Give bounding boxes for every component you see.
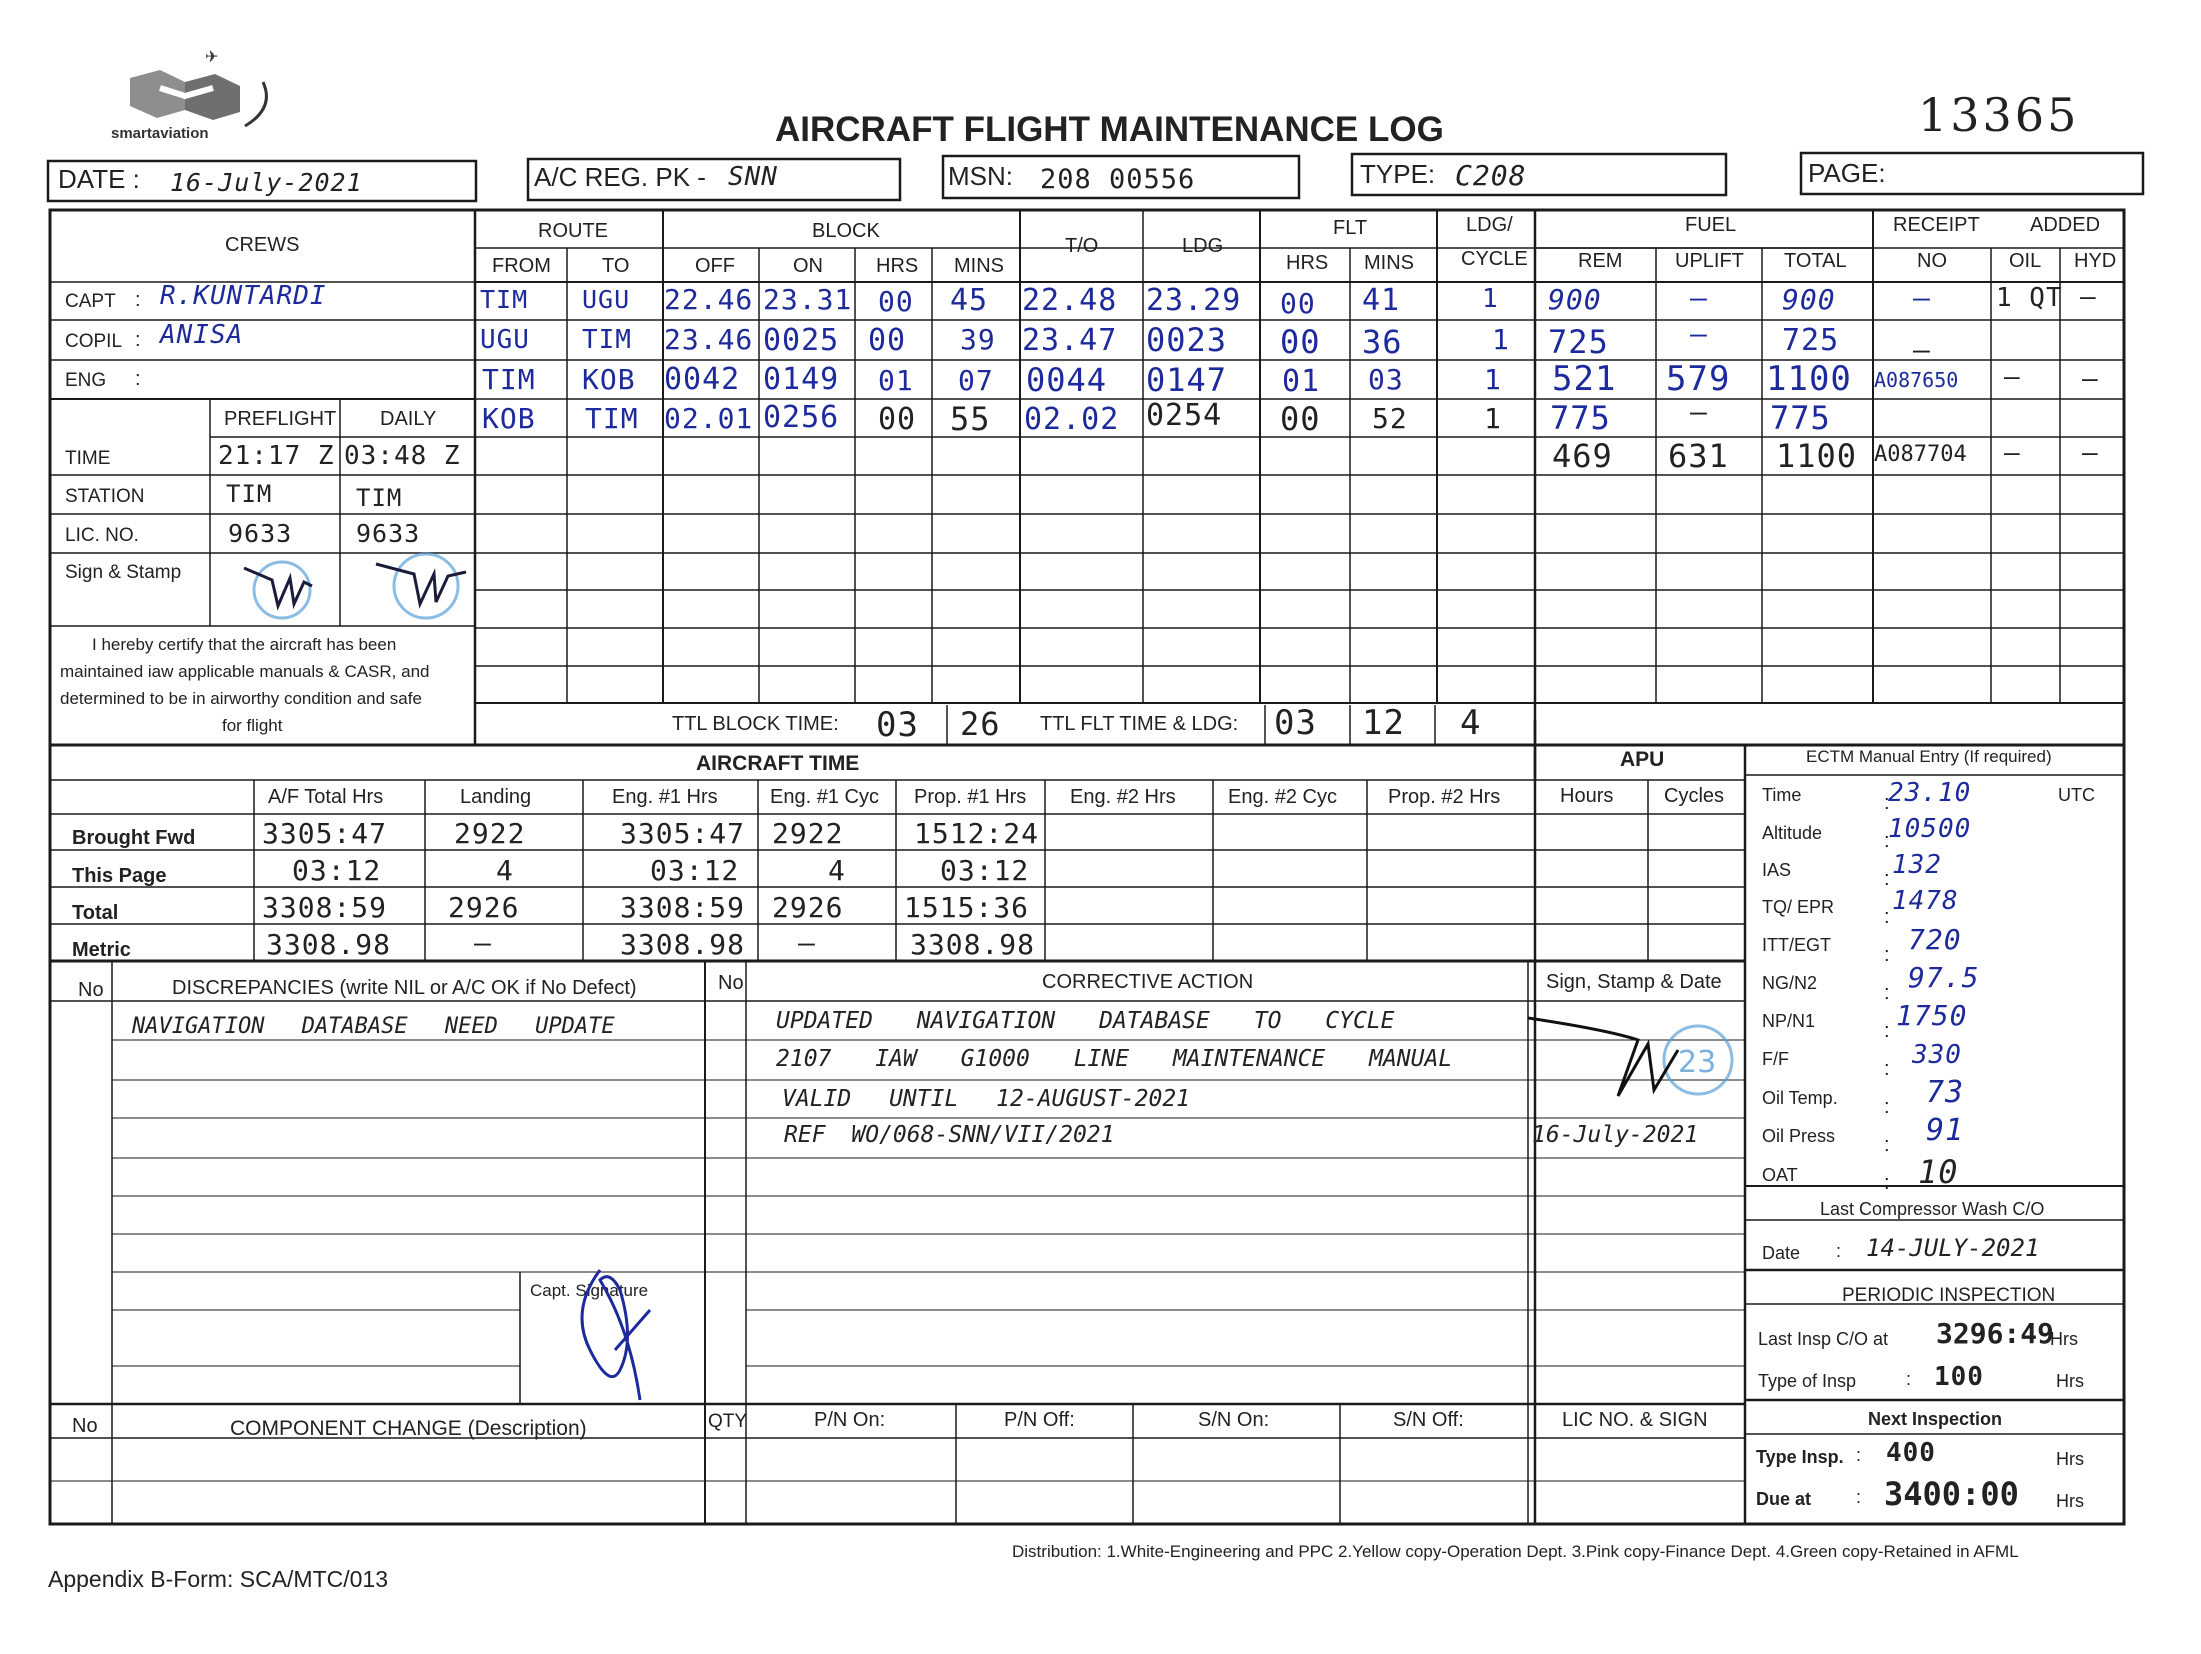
h-flt: FLT — [1333, 217, 1368, 239]
crews-title: CREWS — [225, 234, 300, 256]
due-at-colon: : — [1856, 1487, 1862, 1507]
disc-title: DISCREPANCIES (write NIL or A/C OK if No Defect) — [172, 977, 637, 999]
station-preflight[interactable]: TIM — [226, 480, 273, 508]
due-at-label: Due at — [1756, 1489, 1812, 1509]
company-logo — [105, 48, 285, 156]
flight-row-3-flt-mins[interactable]: 03 — [1368, 363, 1404, 396]
brought-fwd-eng1c[interactable]: 2922 — [772, 817, 844, 850]
col-eng2-cyc: Eng. #2 Cyc — [1228, 786, 1337, 808]
flight-row-1-rem[interactable]: 900 — [1548, 283, 1602, 316]
flight-row-2-to[interactable]: TIM — [582, 325, 632, 355]
comp-sn-on: S/N On: — [1198, 1409, 1270, 1431]
flight-row-2-rem[interactable]: 725 — [1548, 323, 1609, 361]
flight-row-3-receipt[interactable]: A087650 — [1874, 368, 1959, 392]
eng-colon: : — [135, 368, 141, 390]
ectm-oat-value[interactable]: 10 — [1918, 1153, 1959, 1191]
daily-stamp-signature — [370, 548, 474, 622]
ectm-colons: : : : : : : : : : : : — [1884, 792, 1890, 1194]
h-to-station: TO — [602, 255, 630, 277]
total-landing[interactable]: 2926 — [448, 891, 520, 924]
date-label: DATE : — [58, 164, 140, 194]
flight-row-3-cycle[interactable]: 1 — [1484, 363, 1502, 396]
lic-label: LIC. NO. — [65, 525, 139, 546]
station-daily[interactable]: TIM — [356, 484, 403, 512]
h-ldg-cycle-1: LDG/ — [1466, 214, 1513, 236]
this-page-eng1h[interactable]: 03:12 — [650, 854, 740, 887]
corr-title: CORRECTIVE ACTION — [1042, 971, 1254, 993]
ectm-ng-value[interactable]: 97.5 — [1908, 961, 1980, 994]
flight-row-2-hrs[interactable]: 00 — [868, 323, 907, 358]
flight-row-1-uplift[interactable]: — — [1690, 281, 1708, 314]
ectm-np-label: NP/N1 — [1762, 1011, 1816, 1031]
certify-line-1: I hereby certify that the aircraft has been — [92, 635, 397, 654]
flight-row-3-oil[interactable]: — — [2004, 362, 2021, 392]
flight-row-1-oil[interactable]: 1 QT — [1996, 283, 2063, 313]
last-insp-label: Last Insp C/O at — [1758, 1329, 1889, 1349]
comp-no-label: No — [72, 1415, 98, 1437]
aircraft-time-title: AIRCRAFT TIME — [696, 752, 860, 775]
h-receipt-no: NO — [1917, 250, 1947, 272]
page-title: AIRCRAFT FLIGHT MAINTENANCE LOG — [775, 110, 1444, 149]
ectm-ff-label: F/F — [1762, 1049, 1789, 1069]
ectm-itt-label: ITT/EGT — [1762, 935, 1831, 955]
col-prop1-hrs: Prop. #1 Hrs — [914, 786, 1027, 808]
row-total-label: Total — [72, 902, 119, 924]
ectm-oat-label: OAT — [1762, 1165, 1798, 1185]
brought-fwd-prop1[interactable]: 1512:24 — [914, 817, 1040, 850]
ectm-oil-temp-label: Oil Temp. — [1762, 1088, 1838, 1108]
brought-fwd-af[interactable]: 3305:47 — [262, 817, 388, 850]
flight-row-1-on[interactable]: 23.31 — [763, 283, 853, 316]
ectm-time-label: Time — [1762, 785, 1802, 805]
due-at-unit: Hrs — [2056, 1491, 2084, 1511]
ttl-block-mins[interactable]: 26 — [960, 705, 1001, 743]
daily-label: DAILY — [380, 408, 437, 430]
flight-row-3-flt-hrs[interactable]: 01 — [1282, 364, 1321, 399]
time-daily[interactable]: 03:48 Z — [344, 441, 461, 471]
ectm-ias-label: IAS — [1762, 860, 1792, 880]
svg-text:23: 23 — [1678, 1045, 1717, 1080]
flight-row-2-mins[interactable]: 39 — [960, 323, 996, 356]
due-at-value[interactable]: 3400:00 — [1884, 1475, 2019, 1513]
type-label: TYPE: — [1360, 159, 1436, 189]
compressor-title: Last Compressor Wash C/O — [1820, 1199, 2045, 1219]
h-on: ON — [793, 255, 823, 277]
metric-prop1[interactable]: 3308.98 — [910, 928, 1036, 961]
capt-colon: : — [135, 289, 141, 311]
disc-text[interactable]: NAVIGATION DATABASE NEED UPDATE — [132, 1014, 615, 1039]
logo-text: smartaviation — [111, 125, 209, 142]
h-route: ROUTE — [538, 220, 608, 242]
flight-row-2-landing[interactable]: 0023 — [1146, 321, 1228, 359]
h-oil: OIL — [2009, 250, 2042, 272]
comp-qty: QTY — [708, 1411, 748, 1432]
certify-line-3: determined to be in airworthy condition and safe — [60, 689, 422, 708]
copil-name[interactable]: ANISA — [160, 320, 244, 350]
h-uplift: UPLIFT — [1675, 250, 1744, 272]
apu-title: APU — [1620, 748, 1665, 771]
metric-eng1c[interactable]: — — [798, 926, 816, 959]
preflight-label: PREFLIGHT — [224, 408, 337, 430]
h-fuel: FUEL — [1685, 214, 1737, 236]
flight-row-1-hrs[interactable]: 00 — [878, 285, 914, 318]
msn-label: MSN: — [948, 161, 1013, 191]
h-block-mins: MINS — [954, 255, 1004, 277]
corr-line-3[interactable]: VALID UNTIL 12-AUGUST-2021 — [782, 1086, 1191, 1112]
disc-no-label: No — [78, 979, 104, 1001]
h-off: OFF — [695, 255, 735, 277]
lic-preflight[interactable]: 9633 — [228, 519, 293, 548]
flight-row-1-mins[interactable]: 45 — [950, 283, 989, 318]
flight-row-4-to[interactable]: TIM — [585, 402, 639, 435]
ectm-ias-value[interactable]: 132 — [1892, 850, 1942, 880]
col-eng1-cyc: Eng. #1 Cyc — [770, 786, 879, 808]
capt-name[interactable]: R.KUNTARDI — [160, 281, 327, 311]
flight-row-5-rem[interactable]: 469 — [1552, 437, 1613, 475]
certify-line-2: maintained iaw applicable manuals & CASR, and — [60, 662, 430, 681]
flight-row-1-hyd[interactable]: — — [2080, 282, 2097, 312]
corrective-stamp-signature — [1528, 1010, 1738, 1110]
ttl-flt-mins[interactable]: 12 — [1362, 703, 1405, 743]
h-flt-mins: MINS — [1364, 252, 1414, 274]
flight-row-4-total[interactable]: 775 — [1770, 399, 1831, 437]
ttl-flt-label: TTL FLT TIME & LDG: — [1040, 713, 1239, 735]
col-prop2-hrs: Prop. #2 Hrs — [1388, 786, 1501, 808]
flight-row-2-uplift[interactable]: — — [1690, 317, 1708, 350]
flight-row-3-mins[interactable]: 07 — [958, 364, 994, 397]
periodic-title: PERIODIC INSPECTION — [1842, 1285, 2056, 1306]
total-prop1[interactable]: 1515:36 — [904, 891, 1030, 924]
h-block: BLOCK — [812, 220, 880, 242]
ectm-altitude-value[interactable]: 10500 — [1888, 814, 1972, 844]
flight-row-1-off[interactable]: 22.46 — [664, 283, 754, 316]
sign-stamp-label: Sign & Stamp — [65, 562, 182, 583]
apu-cycles-label: Cycles — [1664, 785, 1725, 807]
ectm-oil-press-label: Oil Press — [1762, 1126, 1836, 1146]
flight-row-2-from[interactable]: UGU — [480, 325, 530, 355]
ectm-oil-press-value[interactable]: 91 — [1926, 1113, 1965, 1148]
flight-row-4-takeoff[interactable]: 02.02 — [1024, 402, 1120, 437]
col-landing: Landing — [460, 786, 532, 808]
appendix-label: Appendix B-Form: SCA/MTC/013 — [48, 1566, 389, 1592]
ectm-altitude-label: Altitude — [1762, 823, 1823, 843]
flight-row-1-landing[interactable]: 23.29 — [1146, 283, 1242, 318]
certify-line-4: for flight — [222, 716, 283, 735]
this-page-eng1c[interactable]: 4 — [828, 854, 846, 887]
total-eng1h[interactable]: 3308:59 — [620, 891, 746, 924]
flight-row-3-to[interactable]: KOB — [582, 363, 636, 396]
eng-label: ENG — [65, 370, 107, 391]
ttl-flt-hrs[interactable]: 03 — [1274, 703, 1317, 743]
flight-row-3-on[interactable]: 0149 — [763, 362, 840, 397]
flight-row-2-flt-mins[interactable]: 36 — [1362, 323, 1403, 361]
col-eng2-hrs: Eng. #2 Hrs — [1070, 786, 1176, 808]
total-eng1c[interactable]: 2926 — [772, 891, 844, 924]
total-af[interactable]: 3308:59 — [262, 891, 388, 924]
col-af-total: A/F Total Hrs — [268, 786, 384, 808]
reg-label: A/C REG. PK - — [534, 162, 706, 192]
ttl-block-hrs[interactable]: 03 — [876, 705, 919, 745]
corr-no-label: No — [718, 972, 744, 994]
h-landing: LDG — [1182, 235, 1224, 257]
h-from: FROM — [492, 255, 551, 277]
this-page-prop1[interactable]: 03:12 — [940, 854, 1030, 887]
compressor-date-label: Date — [1762, 1243, 1801, 1263]
comp-pn-off: P/N Off: — [1004, 1409, 1075, 1431]
flight-row-5-oil[interactable]: — — [2004, 438, 2021, 468]
comp-sn-off: S/N Off: — [1393, 1409, 1464, 1431]
date-value[interactable]: 16-July-2021 — [170, 168, 363, 197]
flight-row-1-receipt[interactable]: — — [1913, 281, 1931, 314]
compressor-date-colon: : — [1836, 1241, 1842, 1261]
distribution-note: Distribution: 1.White-Engineering and PPC 2.Yellow copy-Operation Dept. 3.Pink copy-Finance Dept. 4.Green copy-Retained in AFML — [1012, 1542, 2019, 1561]
time-preflight[interactable]: 21:17 Z — [218, 441, 335, 471]
flight-row-3-hyd[interactable]: — — [2082, 364, 2099, 394]
flight-row-3-from[interactable]: TIM — [482, 363, 536, 396]
flight-row-4-on[interactable]: 0256 — [763, 400, 840, 435]
comp-pn-on: P/N On: — [814, 1409, 886, 1431]
ectm-time-unit: UTC — [2058, 785, 2095, 805]
flight-row-3-total[interactable]: 1100 — [1766, 359, 1852, 399]
h-total: TOTAL — [1784, 250, 1847, 272]
next-type-colon: : — [1856, 1445, 1862, 1465]
flight-row-2-off[interactable]: 23.46 — [664, 323, 754, 356]
ectm-ff-value[interactable]: 330 — [1912, 1040, 1962, 1070]
flight-row-5-receipt[interactable]: A087704 — [1874, 442, 1967, 467]
station-label: STATION — [65, 486, 145, 507]
corr-sign-date[interactable]: 16-July-2021 — [1532, 1122, 1699, 1148]
flight-row-2-total[interactable]: 725 — [1782, 323, 1840, 358]
flight-row-1-flt-mins[interactable]: 41 — [1362, 283, 1401, 318]
apu-hours-label: Hours — [1560, 785, 1614, 807]
flight-row-1-to[interactable]: UGU — [582, 285, 631, 314]
corr-sign-title: Sign, Stamp & Date — [1546, 971, 1722, 993]
flight-row-2-receipt[interactable]: — — [1913, 333, 1931, 366]
flight-row-4-hrs[interactable]: 00 — [878, 402, 917, 437]
ectm-np-value[interactable]: 1750 — [1896, 999, 1968, 1032]
flight-row-4-uplift[interactable]: — — [1690, 395, 1708, 428]
flight-row-4-flt-mins[interactable]: 52 — [1372, 402, 1408, 435]
flight-row-2-on[interactable]: 0025 — [763, 323, 840, 358]
metric-landing[interactable]: — — [474, 926, 492, 959]
corr-line-1[interactable]: UPDATED NAVIGATION DATABASE TO CYCLE — [776, 1008, 1395, 1034]
row-brought-fwd-label: Brought Fwd — [72, 827, 196, 849]
flight-row-4-mins[interactable]: 55 — [950, 400, 991, 438]
row-metric-label: Metric — [72, 939, 131, 961]
ttl-boxes — [855, 705, 1475, 750]
flight-row-4-landing[interactable]: 0254 — [1146, 398, 1223, 433]
last-insp-unit: Hrs — [2050, 1329, 2078, 1349]
ectm-itt-value[interactable]: 720 — [1908, 923, 1962, 956]
flight-row-3-uplift[interactable]: 579 — [1666, 359, 1731, 399]
ectm-ng-label: NG/N2 — [1762, 973, 1818, 993]
compressor-date-value[interactable]: 14-JULY-2021 — [1866, 1234, 2040, 1262]
copil-label: COPIL — [65, 331, 123, 352]
flight-row-4-off[interactable]: 02.01 — [664, 402, 754, 435]
flight-row-4-from[interactable]: KOB — [482, 402, 536, 435]
ectm-time-value[interactable]: 23.10 — [1888, 778, 1972, 808]
flight-row-4-rem[interactable]: 775 — [1550, 399, 1611, 437]
h-added: ADDED — [2030, 214, 2101, 236]
h-block-hrs: HRS — [876, 255, 919, 277]
flight-row-1-takeoff[interactable]: 22.48 — [1022, 283, 1118, 318]
row-this-page-label: This Page — [72, 865, 167, 887]
brought-fwd-landing[interactable]: 2922 — [454, 817, 526, 850]
flight-row-3-off[interactable]: 0042 — [664, 362, 741, 397]
serial-number: 13365 — [1918, 88, 2080, 142]
h-rem: REM — [1578, 250, 1623, 272]
type-insp-colon: : — [1906, 1369, 1912, 1389]
flight-row-2-cycle[interactable]: 1 — [1492, 323, 1510, 356]
flight-row-1-cycle[interactable]: 1 — [1482, 284, 1499, 314]
flight-row-5-uplift[interactable]: 631 — [1668, 437, 1729, 475]
flight-row-3-hrs[interactable]: 01 — [878, 364, 914, 397]
flight-row-4-cycle[interactable]: 1 — [1484, 402, 1502, 435]
brought-fwd-eng1h[interactable]: 3305:47 — [620, 817, 746, 850]
next-type-unit: Hrs — [2056, 1449, 2084, 1469]
flight-row-3-takeoff[interactable]: 0044 — [1026, 361, 1108, 399]
preflight-stamp-signature — [232, 556, 328, 622]
flight-row-2-takeoff[interactable]: 23.47 — [1022, 323, 1118, 358]
type-insp-unit: Hrs — [2056, 1371, 2084, 1391]
capt-label: CAPT — [65, 291, 116, 312]
h-flt-hrs: HRS — [1286, 252, 1329, 274]
ectm-tq-value[interactable]: 1478 — [1892, 886, 1959, 916]
copil-colon: : — [135, 329, 141, 351]
type-value[interactable]: C208 — [1455, 159, 1527, 192]
ttl-ldg[interactable]: 4 — [1460, 703, 1482, 743]
h-hyd: HYD — [2074, 250, 2117, 272]
page-label: PAGE: — [1808, 158, 1886, 188]
comp-title: COMPONENT CHANGE (Description) — [230, 1417, 587, 1440]
corr-line-4[interactable]: REF WO/068-SNN/VII/2021 — [784, 1122, 1115, 1148]
col-eng1-hrs: Eng. #1 Hrs — [612, 786, 718, 808]
flight-row-4-flt-hrs[interactable]: 00 — [1280, 400, 1321, 438]
lic-daily[interactable]: 9633 — [356, 519, 421, 548]
flight-row-5-hyd[interactable]: — — [2082, 438, 2099, 468]
h-receipt: RECEIPT — [1893, 214, 1980, 236]
flight-row-1-total[interactable]: 900 — [1782, 283, 1836, 316]
last-insp-value[interactable]: 3296:49 — [1936, 1317, 2055, 1350]
capt-signature-label: Capt. Signature — [530, 1281, 649, 1300]
ectm-tq-label: TQ/ EPR — [1762, 897, 1835, 917]
svg-text:✈: ✈ — [205, 48, 219, 66]
ectm-title: ECTM Manual Entry (If required) — [1806, 747, 2052, 766]
flight-row-3-landing[interactable]: 0147 — [1146, 361, 1228, 399]
flight-row-1-flt-hrs[interactable]: 00 — [1280, 287, 1316, 320]
ttl-block-label: TTL BLOCK TIME: — [672, 713, 839, 735]
time-label: TIME — [65, 448, 111, 469]
type-insp-value[interactable]: 100 — [1934, 1362, 1984, 1392]
this-page-af[interactable]: 03:12 — [292, 854, 382, 887]
metric-af[interactable]: 3308.98 — [266, 928, 392, 961]
flight-row-2-flt-hrs[interactable]: 00 — [1280, 323, 1321, 361]
h-ldg-cycle-2: CYCLE — [1461, 248, 1528, 270]
capt-signature — [560, 1250, 680, 1440]
next-type-value[interactable]: 400 — [1886, 1438, 1936, 1468]
this-page-landing[interactable]: 4 — [496, 854, 514, 887]
comp-lic-sign: LIC NO. & SIGN — [1562, 1409, 1708, 1431]
type-insp-label: Type of Insp — [1758, 1371, 1857, 1391]
corr-line-2[interactable]: 2107 IAW G1000 LINE MAINTENANCE MANUAL — [776, 1046, 1453, 1072]
h-takeoff: T/O — [1065, 235, 1099, 257]
msn-value[interactable]: 208 00556 — [1040, 164, 1196, 195]
flight-row-3-rem[interactable]: 521 — [1552, 359, 1617, 399]
next-type-label: Type Insp. — [1756, 1447, 1844, 1467]
metric-eng1h[interactable]: 3308.98 — [620, 928, 746, 961]
ectm-oil-temp-value[interactable]: 73 — [1926, 1075, 1965, 1110]
reg-value[interactable]: SNN — [728, 162, 778, 192]
flight-row-1-from[interactable]: TIM — [480, 285, 529, 314]
next-insp-title: Next Inspection — [1868, 1409, 2003, 1429]
flight-row-5-total[interactable]: 1100 — [1776, 437, 1858, 475]
